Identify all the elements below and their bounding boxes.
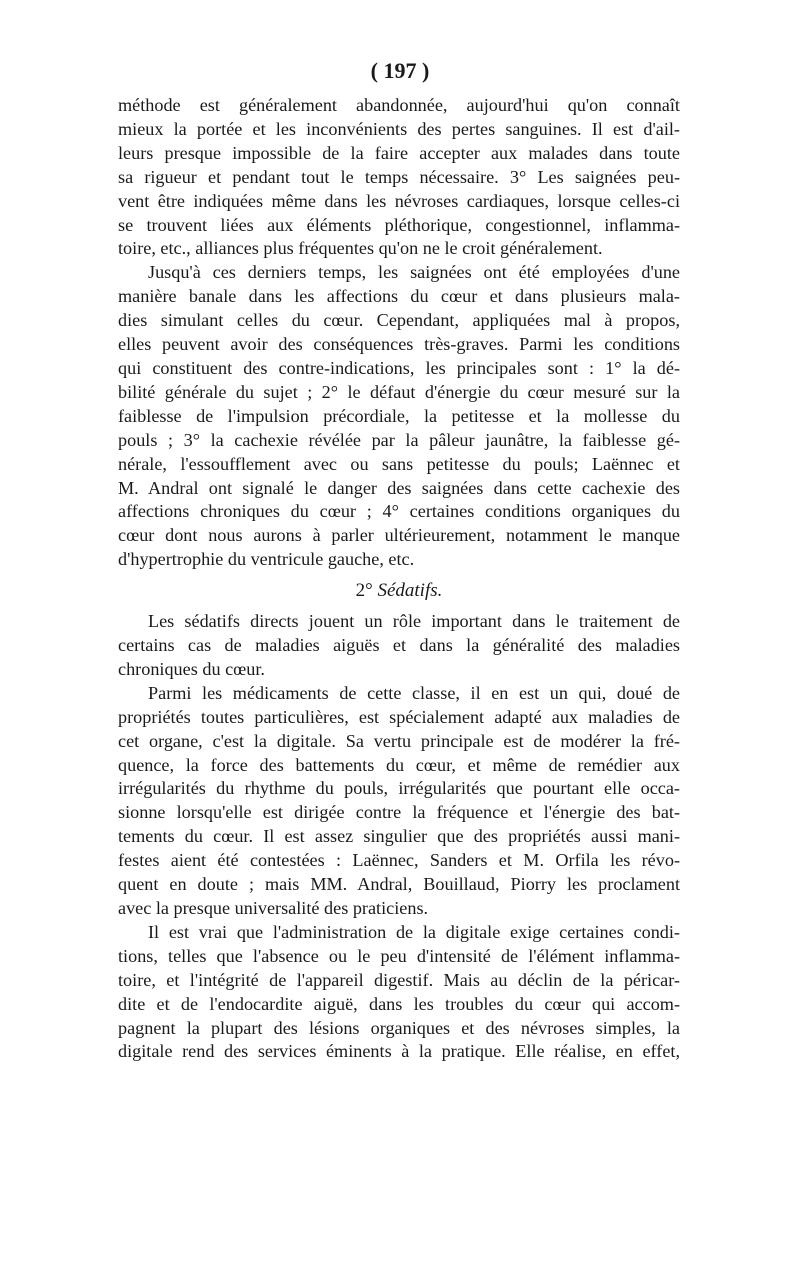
text-line: toire, et l'intégrité de l'appareil digestif. Mais au déclin de la péricar- xyxy=(118,969,680,990)
text-line: sa rigueur et pendant tout le temps nécessaire. 3° Les saignées peu- xyxy=(118,166,680,187)
text-line: méthode est généralement abandonnée, aujourd'hui qu'on connaît xyxy=(118,95,680,115)
text-line: faiblesse de l'impulsion précordiale, la petitesse et la mollesse du xyxy=(118,405,680,426)
text-line: Les sédatifs directs jouent un rôle important dans le traitement de xyxy=(148,611,680,632)
section-heading xyxy=(118,572,680,610)
text-line: nérale, l'essoufflement avec ou sans petitesse du pouls; Laënnec et xyxy=(118,453,680,474)
paragraph-5 xyxy=(118,921,680,1064)
text-line: bilité générale du sujet ; 2° le défaut d'énergie du cœur mesuré sur la xyxy=(118,381,680,402)
text-line: leurs presque impossible de la faire accepter aux malades dans toute xyxy=(118,142,680,163)
text-line: certains cas de maladies aiguës et dans la généralité des maladies xyxy=(118,635,680,656)
text-line: dite et de l'endocardite aiguë, dans les troubles du cœur qui accom- xyxy=(118,993,680,1014)
text-line: M. Andral ont signalé le danger des saignées dans cette cachexie des xyxy=(118,477,680,498)
text-line: cet organe, c'est la digitale. Sa vertu principale est de modérer la fré- xyxy=(118,730,680,751)
text-line: irrégularités du rhythme du pouls, irrégularités que pourtant elle occa- xyxy=(118,778,680,799)
text-line: d'hypertrophie du ventricule gauche, etc. xyxy=(118,549,415,570)
text-line: mieux la portée et les inconvénients des pertes sanguines. Il est d'ail- xyxy=(118,118,680,139)
text-line: Jusqu'à ces derniers temps, les saignées ont été employées d'une xyxy=(148,262,680,283)
text-line: propriétés toutes particulières, est spécialement adapté aux maladies de xyxy=(118,706,680,727)
text-line: affections chroniques du cœur ; 4° certaines conditions organiques du xyxy=(118,501,680,522)
paragraph-3 xyxy=(118,610,680,682)
text-line: pagnent la plupart des lésions organiques et des névroses simples, la xyxy=(118,1017,680,1038)
text-line: avec la presque universalité des praticiens. xyxy=(118,898,429,918)
text-line: se trouvent liées aux éléments pléthorique, congestionnel, inflamma- xyxy=(118,214,680,235)
text-line: Parmi les médicaments de cette classe, il en est un qui, doué de xyxy=(148,682,680,703)
text-line: dies simulant celles du cœur. Cependant, appliquées mal à propos, xyxy=(118,310,680,331)
text-line: qui constituent des contre-indications, les principales sont : 1° la dé- xyxy=(118,357,680,378)
section-title: Sédatifs. xyxy=(377,580,443,602)
text-line: Il est vrai que l'administration de la digitale exige certaines condi- xyxy=(148,921,680,942)
text-line: vent être indiquées même dans les névroses cardiaques, lorsque celles-ci xyxy=(118,190,680,211)
body-text xyxy=(118,94,680,1064)
text-line: digitale rend des services éminents à la pratique. Elle réalise, en effet, xyxy=(118,1041,680,1062)
text-line: quent en doute ; mais MM. Andral, Bouillaud, Piorry les proclament xyxy=(118,874,680,895)
paragraph-1 xyxy=(118,94,680,261)
text-line: cœur dont nous aurons à parler ultérieurement, notamment le manque xyxy=(118,525,680,546)
text-line: manière banale dans les affections du cœur et dans plusieurs mala- xyxy=(118,286,680,307)
paragraph-2 xyxy=(118,261,680,572)
text-line: sionne lorsqu'elle est dirigée contre la fréquence et l'énergie des bat- xyxy=(118,802,680,823)
text-line: tions, telles que l'absence ou le peu d'intensité de l'élément inflamma- xyxy=(118,945,680,966)
text-line: toire, etc., alliances plus fréquentes qu'on ne le croit généralement. xyxy=(118,238,603,259)
text-line: quence, la force des battements du cœur, et même de remédier aux xyxy=(118,754,680,775)
paragraph-4 xyxy=(118,682,680,921)
section-number: 2° xyxy=(355,580,373,602)
page-number: ( 197 ) xyxy=(370,58,430,83)
text-line: festes aient été contestées : Laënnec, Sanders et M. Orfila les révo- xyxy=(118,850,680,871)
text-line: pouls ; 3° la cachexie révélée par la pâleur jaunâtre, la faiblesse gé- xyxy=(118,429,680,450)
text-line: elles peuvent avoir des conséquences très-graves. Parmi les conditions xyxy=(118,334,680,355)
text-line: tements du cœur. Il est assez singulier que des propriétés aussi mani- xyxy=(118,826,680,847)
text-line: chroniques du cœur. xyxy=(118,658,265,679)
